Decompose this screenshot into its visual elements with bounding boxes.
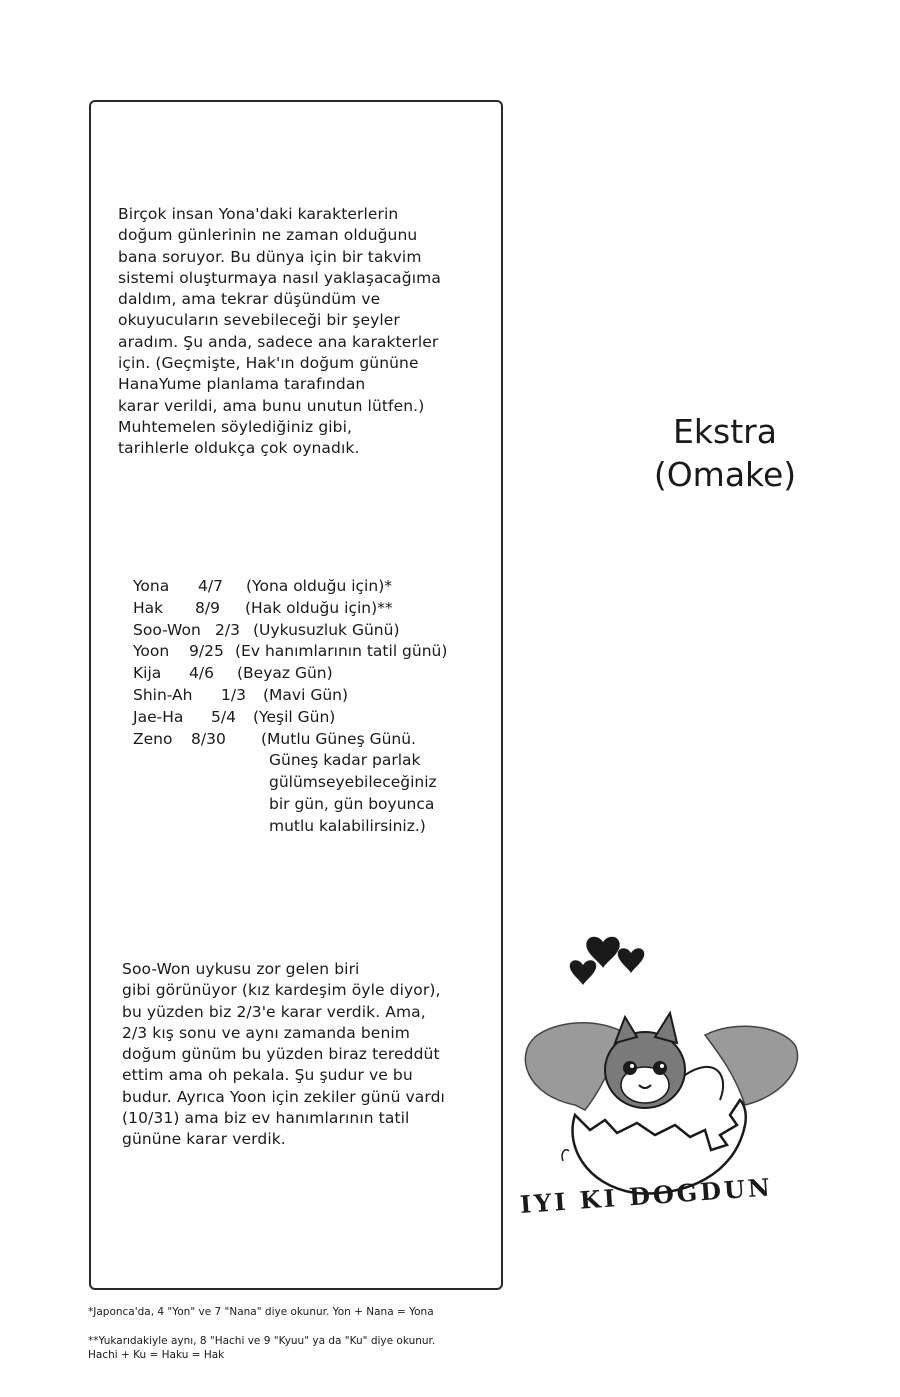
- birthday-desc: (Yona olduğu için)*: [246, 577, 392, 595]
- birthday-name: Yoon: [133, 642, 170, 661]
- intro-paragraph: Birçok insan Yona'daki karakterlerin doğum günlerinin ne zaman olduğunu bana soruyor. Bu dünya için bir takvim sistemi oluşturmaya nasıl yaklaşacağıma daldım, ama tekrar düşündüm ve okuyucuların sevebileceği bir şeyler aradım. Şu anda, sadece ana karakterler için. (Geçmişte, Hak'ın doğum gününe HanaYume planlama tarafından karar verildi, ama bunu unutun lütfen.) Muhtemelen söylediğiniz gibi, tarihlerle oldukça çok oynadık.: [118, 205, 441, 458]
- birthday-name: Zeno: [133, 729, 173, 748]
- birthday-name: Shin-Ah: [133, 685, 193, 704]
- birthday-row: [133, 729, 447, 751]
- page-title: Ekstra: [673, 412, 777, 451]
- birthday-row: [133, 641, 447, 663]
- footnote-2: **Yukarıdakiyle aynı, 8 "Hachi ve 9 "Kyuu" ya da "Ku" diye okunur. Hachi + Ku = Haku = Hak: [88, 1335, 436, 1361]
- footnote-1: *Japonca'da, 4 "Yon" ve 7 "Nana" diye okunur. Yon + Nana = Yona: [88, 1306, 434, 1318]
- heart-icon: [618, 948, 645, 973]
- birthday-date: 8/9: [195, 598, 220, 617]
- page-subtitle: (Omake): [653, 455, 797, 494]
- note-paragraph: Soo-Won uykusu zor gelen biri gibi görünüyor (kız kardeşim öyle diyor), bu yüzden biz 2/3'e karar verdik. Ama, 2/3 kış sonu ve aynı zamanda benim doğum günüm bu yüzden biraz tereddüt ettim ama oh pekala. Şu şudur ve bu budur. Ayrıca Yoon için zekiler günü vardı (10/31) ama biz ev hanımlarının tatil gününe karar verdik.: [122, 960, 445, 1149]
- birthday-name: Kija: [133, 664, 162, 683]
- birthday-row: [133, 598, 447, 620]
- birthday-row: [133, 620, 447, 642]
- birthday-desc: (Ev hanımlarının tatil günü): [235, 642, 448, 661]
- birthday-date: 5/4: [211, 707, 236, 726]
- birthday-date: 4/6: [189, 664, 214, 683]
- birthday-greeting: IYI KI DOGDUN: [518, 1172, 774, 1219]
- birthday-date: 1/3: [221, 685, 246, 704]
- birthday-name: Soo-Won: [133, 620, 201, 639]
- heart-icon: [570, 960, 597, 985]
- birthday-date: 9/25: [189, 642, 224, 661]
- birthday-date: 2/3: [215, 620, 240, 639]
- birthday-date: 4/7: [198, 577, 223, 595]
- birthday-row: [133, 663, 447, 685]
- birthday-row: [133, 576, 447, 598]
- birthday-date: 8/30: [191, 729, 226, 748]
- zeno-continuation: Güneş kadar parlak gülümseyebileceğiniz bir gün, gün boyunca mutlu kalabilirsiniz.): [269, 751, 437, 835]
- birthday-row: [133, 707, 447, 729]
- birthday-list: [133, 576, 447, 838]
- birthday-row: [133, 685, 447, 707]
- birthday-desc: (Uykusuzluk Günü): [253, 620, 400, 639]
- birthday-desc: (Beyaz Gün): [237, 664, 333, 683]
- birthday-desc: (Yeşil Gün): [253, 707, 336, 726]
- birthday-desc: (Mavi Gün): [263, 685, 349, 704]
- birthday-name: Jae-Ha: [133, 707, 184, 726]
- birthday-name: Hak: [133, 598, 164, 617]
- birthday-desc: (Mutlu Güneş Günü.: [261, 729, 416, 748]
- birthday-desc: (Hak olduğu için)**: [245, 598, 393, 617]
- birthday-name: Yona: [133, 577, 170, 595]
- wing-illustration: [705, 1026, 798, 1105]
